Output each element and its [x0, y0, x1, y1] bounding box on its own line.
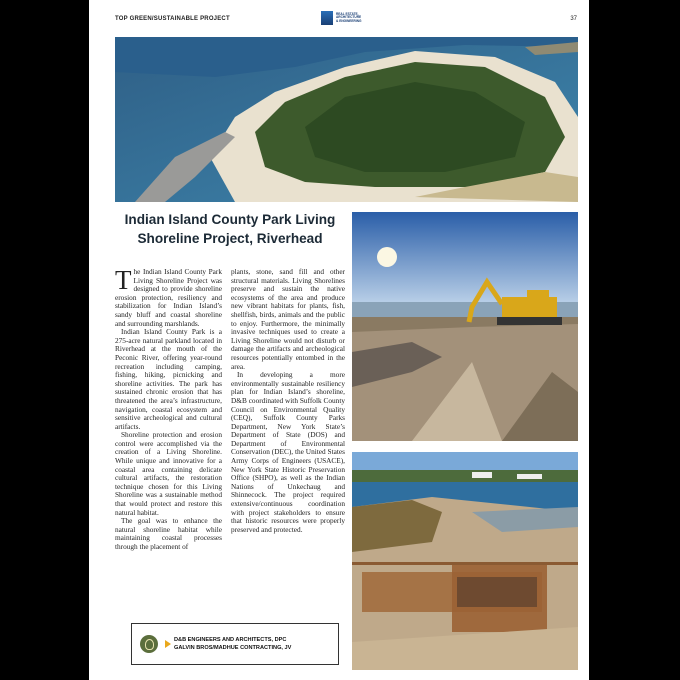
- drop-cap: T: [115, 265, 132, 295]
- paragraph-3: Shoreline protection and erosion control were accomplished via the creation of a Living Shoreline. While unique and innovative for a coastal area containing delicate cultural artifacts, the restoration technique chosen for this Living Shoreline was a sustainable method that would protect and restore this natural habitat.: [115, 430, 222, 517]
- credit-line-2: GALVIN BROS/MADHUE CONTRACTING, JV: [174, 645, 292, 651]
- masthead-line-2: ARCHITECTURE: [336, 15, 362, 20]
- masthead-logo: [321, 11, 362, 25]
- page-number: 37: [570, 16, 577, 22]
- project-credits-box: [131, 623, 339, 665]
- boardwalk-overlook-photo: [352, 452, 578, 670]
- award-badge-icon: [140, 635, 158, 653]
- magazine-page: [89, 0, 589, 680]
- paragraph-1: The Indian Island County Park Living Shoreline Project was designed to provide shoreline erosion protection, resiliency and stabilization for Indian Island’s sandy bluff and coastal shoreline and surrounding marshlands.: [115, 265, 222, 328]
- article-headline: [115, 210, 345, 248]
- paragraph-4: The goal was to enhance the natural shoreline habitat while maintaining coastal processes through the placement of: [115, 516, 222, 551]
- article-column-1: [115, 265, 222, 552]
- paragraph-2: Indian Island County Park is a 275-acre natural parkland located in Riverhead at the mouth of the Peconic River, offering year-round recreation including camping, fishing, hiking, picnicking and shoreline activities. The park has sustained chronic erosion that has threatened the area’s infrastructure, navigation, coastal ecosystem and sensitive archeological and cultural artifacts.: [115, 327, 222, 431]
- excavator-shoreline-photo: [352, 212, 578, 441]
- aerial-island-photo: [115, 37, 578, 202]
- headline-line-1: Indian Island County Park Living: [124, 212, 336, 227]
- masthead-line-1: REAL ESTATE,: [336, 11, 359, 16]
- arrow-right-icon: [165, 640, 171, 648]
- masthead-line-3: & ENGINEERING: [336, 18, 362, 23]
- section-label: TOP GREEN/SUSTAINABLE PROJECT: [115, 16, 230, 22]
- paragraph-5: plants, stone, sand fill and other structural materials. Living Shorelines preserve and sustain the native ecosystems of the area and produce new vibrant habitats for plants, fish, shellfish, birds, animals and the public to enjoy. Furthermore, the minimally invasive techniques used to create a Living Shoreline would not disturb or damage the artifacts and archeological resources potentially entombed in the area.: [231, 267, 345, 371]
- building-icon: [321, 11, 333, 25]
- headline-line-2: Shoreline Project, Riverhead: [137, 231, 323, 246]
- credits-text: [174, 636, 291, 652]
- article-column-2: [231, 268, 345, 534]
- paragraph-6: In developing a more environmentally sustainable resiliency plan for Indian Island’s shoreline, D&B coordinated with Suffolk County Council on Environmental Quality (CEQ), Suffolk County Parks Department, New York State’s Department of State (DOS) and Department of Environmental Conservation (DEC), the United States Army Corps of Engineers (USACE), New York State Historic Preservation Office (SHPO), as well as the Indian Nations of Unkechaug and Shinnecock. The project required extensive/continuous coordination with project stakeholders to ensure that historic resources were properly preserved and protected.: [231, 370, 345, 534]
- credit-line-1: D&B ENGINEERS AND ARCHITECTS, DPC: [174, 637, 287, 643]
